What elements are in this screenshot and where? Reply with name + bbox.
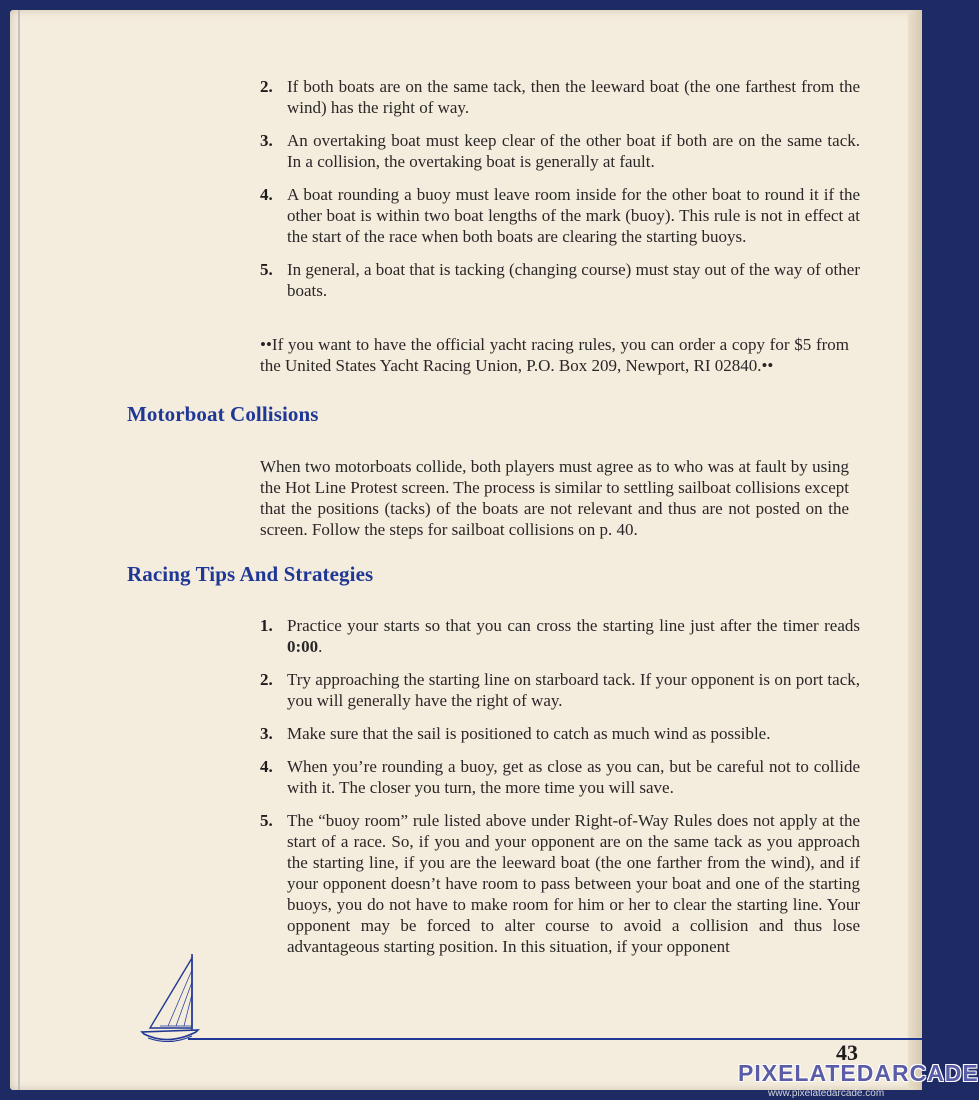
list-text: If both boats are on the same tack, then the leeward boat (the one farthest from the wind) has the right of way. xyxy=(287,77,860,117)
list-item xyxy=(260,810,860,957)
list-text: In general, a boat that is tacking (changing course) must stay out of the way of other boats. xyxy=(287,260,860,300)
list-text: When you’re rounding a buoy, get as close as you can, but be careful not to collide with it. The closer you turn, the more time you will save. xyxy=(287,757,860,797)
list-text: A boat rounding a buoy must leave room inside for the other boat to round it if the other boat is within two boat lengths of the mark (buoy). This rule is not in effect at the start of the race when both boats are clearing the starting buoys. xyxy=(287,185,860,246)
list-number: 3. xyxy=(260,131,273,150)
list-number: 4. xyxy=(260,757,273,776)
list-item xyxy=(260,723,860,744)
list-number: 3. xyxy=(260,724,273,743)
motorboat-collisions-body: When two motorboats collide, both players must agree as to who was at fault by using the Hot Line Protest screen. The process is similar to settling sailboat collisions except that the positions (tacks) of the boats are not relevant and thus are not posted on the screen. Follow the steps for sailboat collisions on p. 40. xyxy=(260,457,849,539)
list-text: The “buoy room” rule listed above under Right-of-Way Rules does not apply at the start of a race. So, if you and your opponent are on the same tack as you approach the starting line, if you are the leeward boat (the one farther from the wind), and if your opponent doesn’t have room to pass between your boat and one of the starting buoys, you do not have to make room for him or her to clear the starting line. Your opponent may be forced to alter course to avoid a collision and thus lose advantageous starting position. In this situation, if your opponent xyxy=(287,811,860,956)
watermark-logo: PIXELATEDARCADE xyxy=(738,1060,979,1086)
list-text xyxy=(287,615,860,657)
racing-tips-list xyxy=(260,615,860,969)
right-of-way-rules-list xyxy=(260,76,860,313)
list-item xyxy=(260,130,860,172)
timer-value: 0:00 xyxy=(287,637,319,656)
list-item xyxy=(260,669,860,711)
list-number: 4. xyxy=(260,185,273,204)
list-number: 5. xyxy=(260,260,273,279)
list-item xyxy=(260,615,860,657)
racing-tips-heading: Racing Tips And Strategies xyxy=(127,562,374,586)
list-number: 2. xyxy=(260,670,273,689)
list-number: 1. xyxy=(260,616,273,635)
page-number: 43 xyxy=(836,1040,858,1065)
list-text: An overtaking boat must keep clear of the other boat if both are on the same tack. In a collision, the overtaking boat is generally at fault. xyxy=(287,131,860,171)
list-number: 2. xyxy=(260,77,273,96)
list-number: 5. xyxy=(260,811,273,830)
tip-text: Practice your starts so that you can cross the starting line just after the timer reads xyxy=(287,616,860,635)
sailboat-icon xyxy=(138,950,202,1050)
list-item xyxy=(260,184,860,247)
footer-rule xyxy=(188,1038,922,1040)
tip-text-end: . xyxy=(318,637,323,656)
list-item xyxy=(260,259,860,301)
list-item xyxy=(260,756,860,798)
page-content xyxy=(10,10,922,1090)
motorboat-collisions-heading: Motorboat Collisions xyxy=(127,402,319,426)
list-item xyxy=(260,76,860,118)
list-text: Try approaching the starting line on starboard tack. If your opponent is on port tack, you will generally have the right of way. xyxy=(287,670,860,710)
list-text: Make sure that the sail is positioned to catch as much wind as possible. xyxy=(287,724,771,743)
manual-page xyxy=(10,10,922,1090)
rules-order-note: ••If you want to have the official yacht racing rules, you can order a copy for $5 from the United States Yacht Racing Union, P.O. Box 209, Newport, RI 02840.•• xyxy=(260,335,849,375)
watermark-url: www.pixelatedarcade.com xyxy=(768,1088,885,1099)
